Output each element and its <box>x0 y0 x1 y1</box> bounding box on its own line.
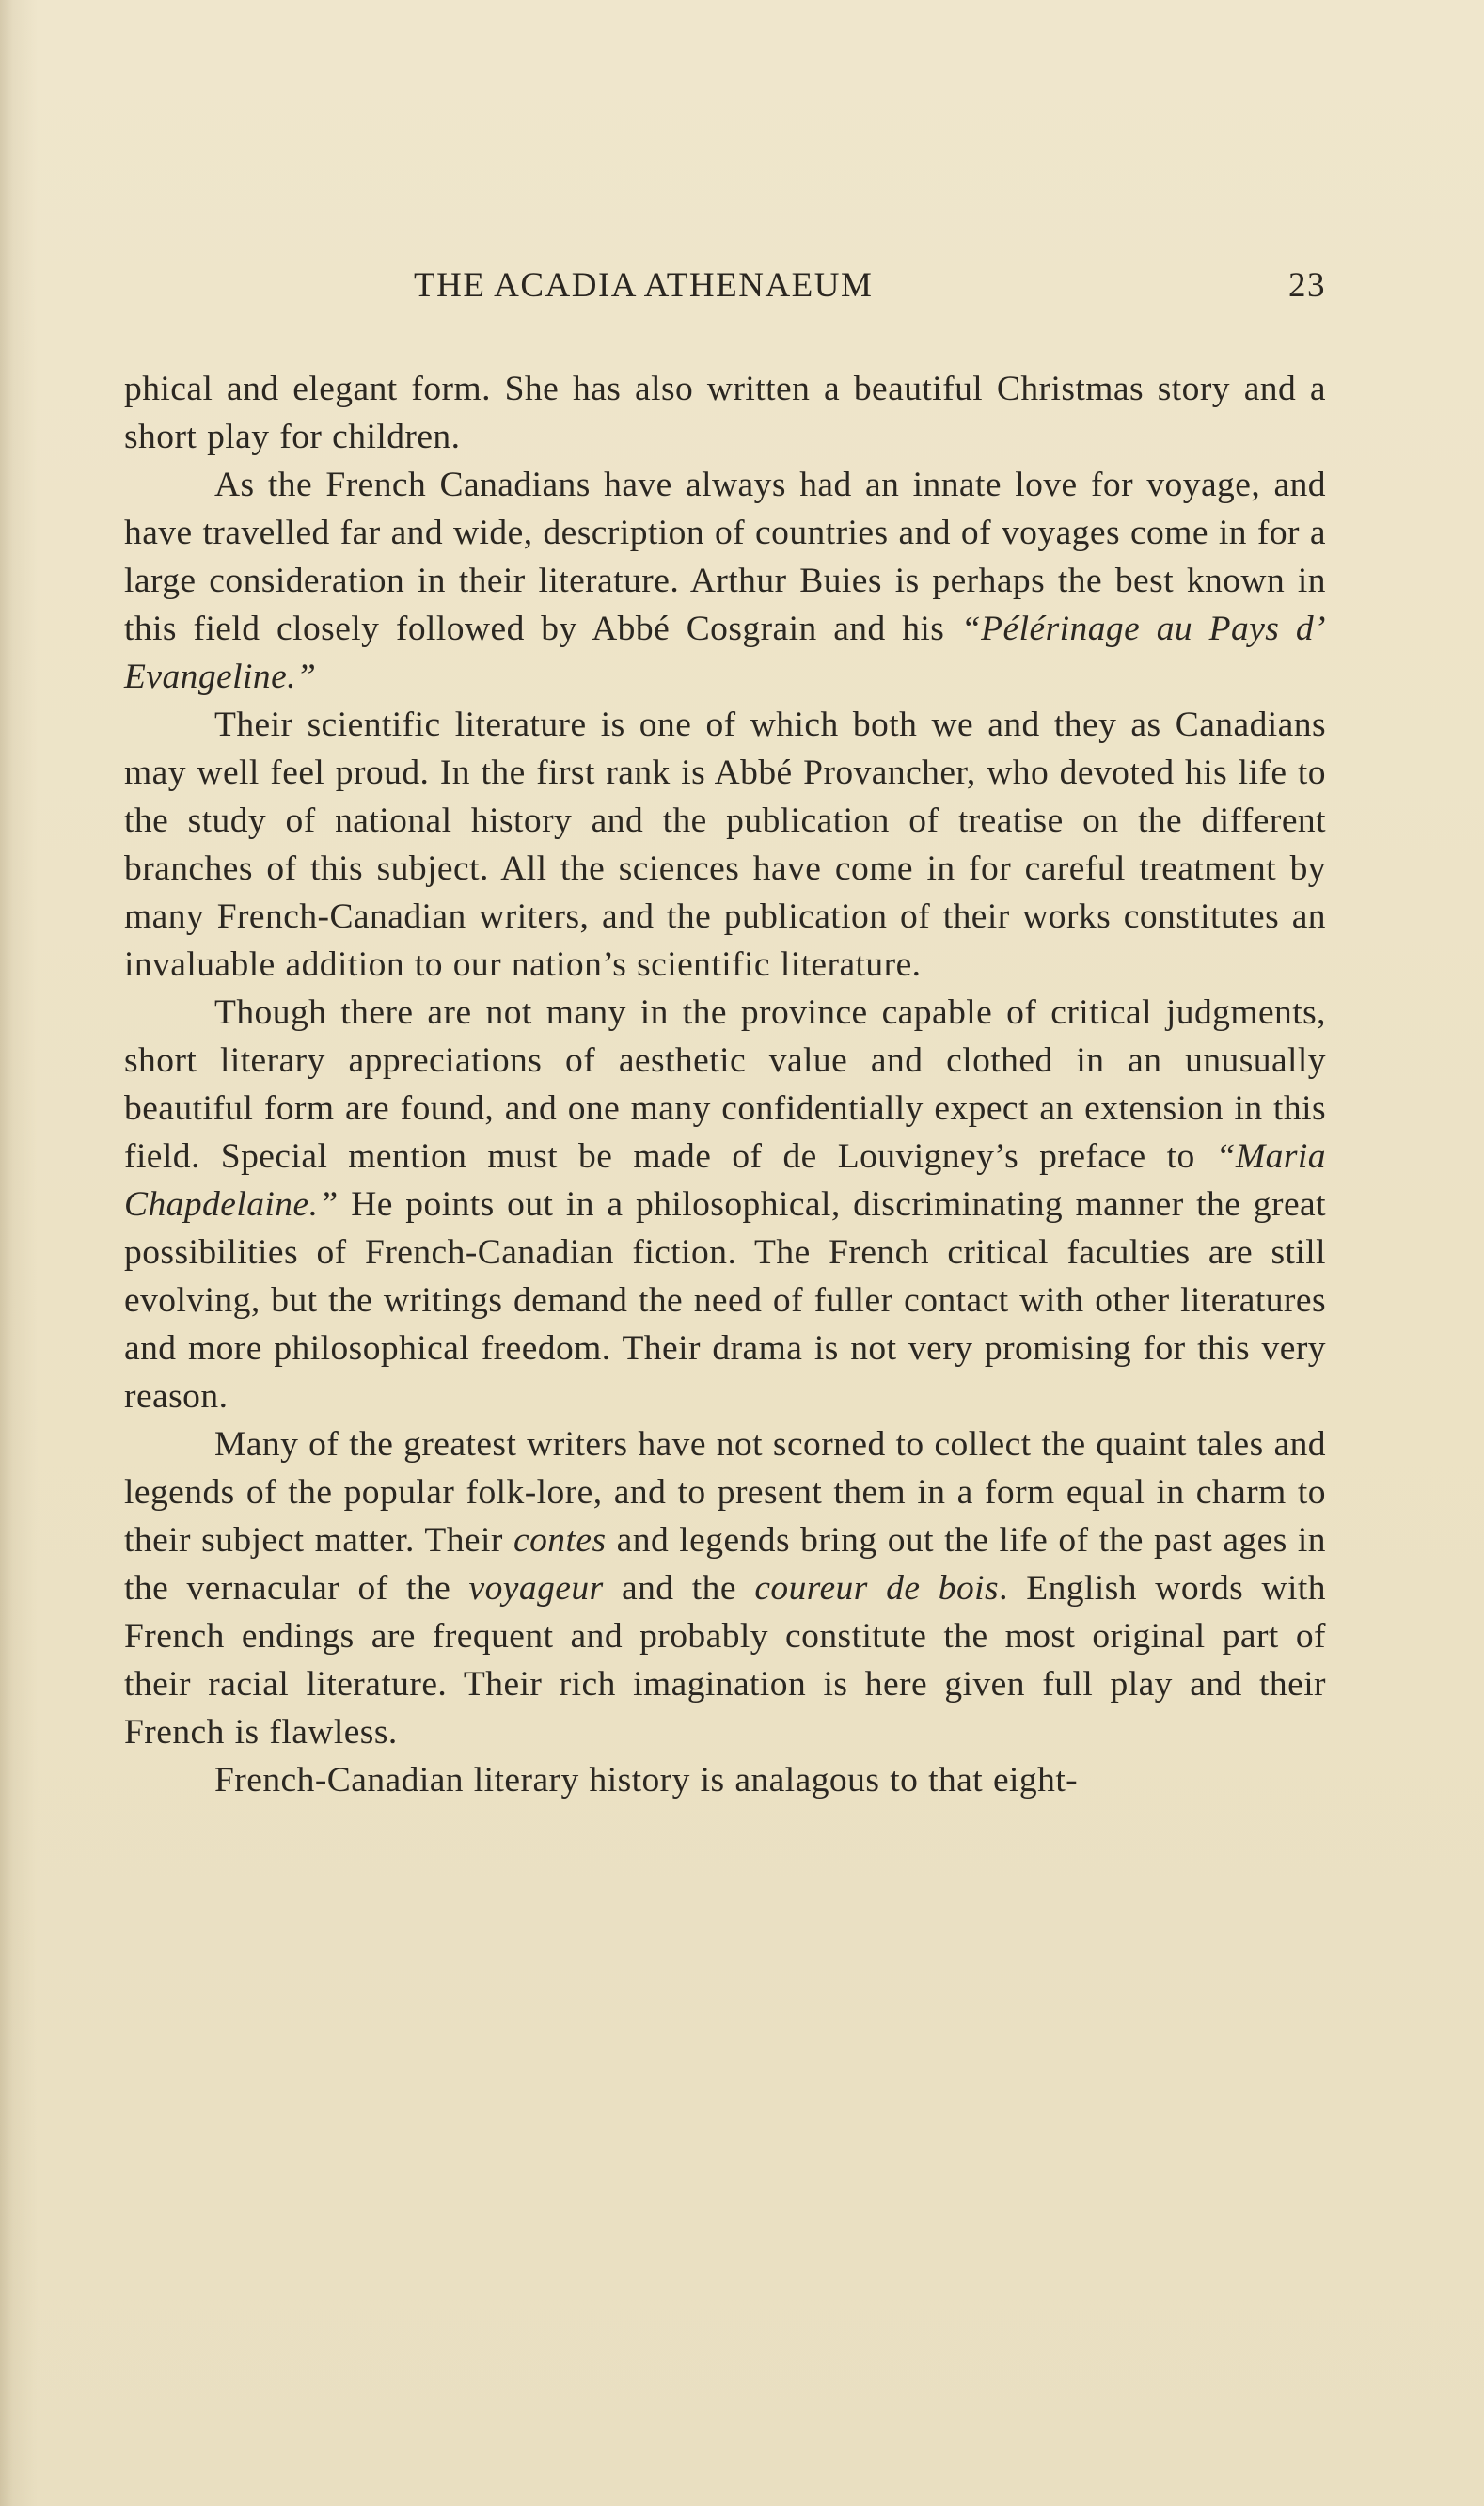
paragraph-text: phical and elegant form. She has also written a beautiful Christmas story and a short play for children. <box>124 370 1326 456</box>
italic-title: “Pélérinage au Pays d’ Evangeline.” <box>124 610 1326 696</box>
paragraph-text: and legends bring out the life of the past ages in the vernacular of the <box>124 1521 1326 1608</box>
paragraph-text: As the French Canadians have always had an innate love for voyage, and have travelled far and wide, description of countries and of voyages come in for a large consideration in their literature. Arthur Buies is perhaps the best known in this field closely followed by Abbé Cosgrain and his <box>124 466 1326 648</box>
italic-term: contes <box>513 1521 607 1560</box>
italic-term: coureur de bois <box>754 1569 1000 1608</box>
paragraph-scientific-literature <box>124 701 1326 989</box>
page-number: 23 <box>1288 266 1326 305</box>
paragraph-text: Their scientific literature is one of which both we and they as Canadians may well feel proud. In the first rank is Abbé Provancher, who devoted his life to the study of national history and the publication of treatise on the different branches of this subject. All the sciences have come in for careful treatment by many French-Canadian writers, and the publication of their works constitutes an invaluable addition to our nation’s scientific literature. <box>124 706 1326 984</box>
paragraph-literary-history <box>124 1756 1326 1804</box>
italic-term: voyageur <box>468 1569 604 1608</box>
paragraph-continuation <box>124 365 1326 461</box>
article-body <box>124 365 1326 1804</box>
italic-title: “Maria Chapdelaine.” <box>124 1137 1326 1224</box>
paragraph-criticism <box>124 989 1326 1420</box>
paragraph-text: French-Canadian literary history is analagous to that eight- <box>214 1761 1079 1800</box>
paragraph-text: . English words with French endings are frequent and probably constitute the most original part of their racial literature. Their rich imagination is here given full play and their French is flawless. <box>124 1569 1326 1752</box>
page-header <box>124 265 1326 318</box>
paragraph-text: and the <box>603 1569 755 1608</box>
paragraph-travel-literature <box>124 461 1326 701</box>
paragraph-folklore <box>124 1420 1326 1756</box>
paragraph-text: He points out in a philosophical, discriminating manner the great possibilities of French-Canadian fiction. The French critical faculties are still evolving, but the writings demand the need of fuller contact with other literatures and more philosophical freedom. Their drama is not very promising for this very reason. <box>124 1185 1326 1416</box>
running-title: THE ACADIA ATHENAEUM <box>414 266 874 305</box>
paragraph-text: Many of the greatest writers have not scorned to collect the quaint tales and legends of the popular folk-lore, and to present them in a form equal in charm to their subject matter. Their <box>124 1425 1326 1560</box>
paragraph-text: Though there are not many in the province capable of critical judgments, short literary appreciations of aesthetic value and clothed in an unusually beautiful form are found, and one many confidentially expect an extension in this field. Special mention must be made of de Louvigney’s preface to <box>124 993 1326 1176</box>
